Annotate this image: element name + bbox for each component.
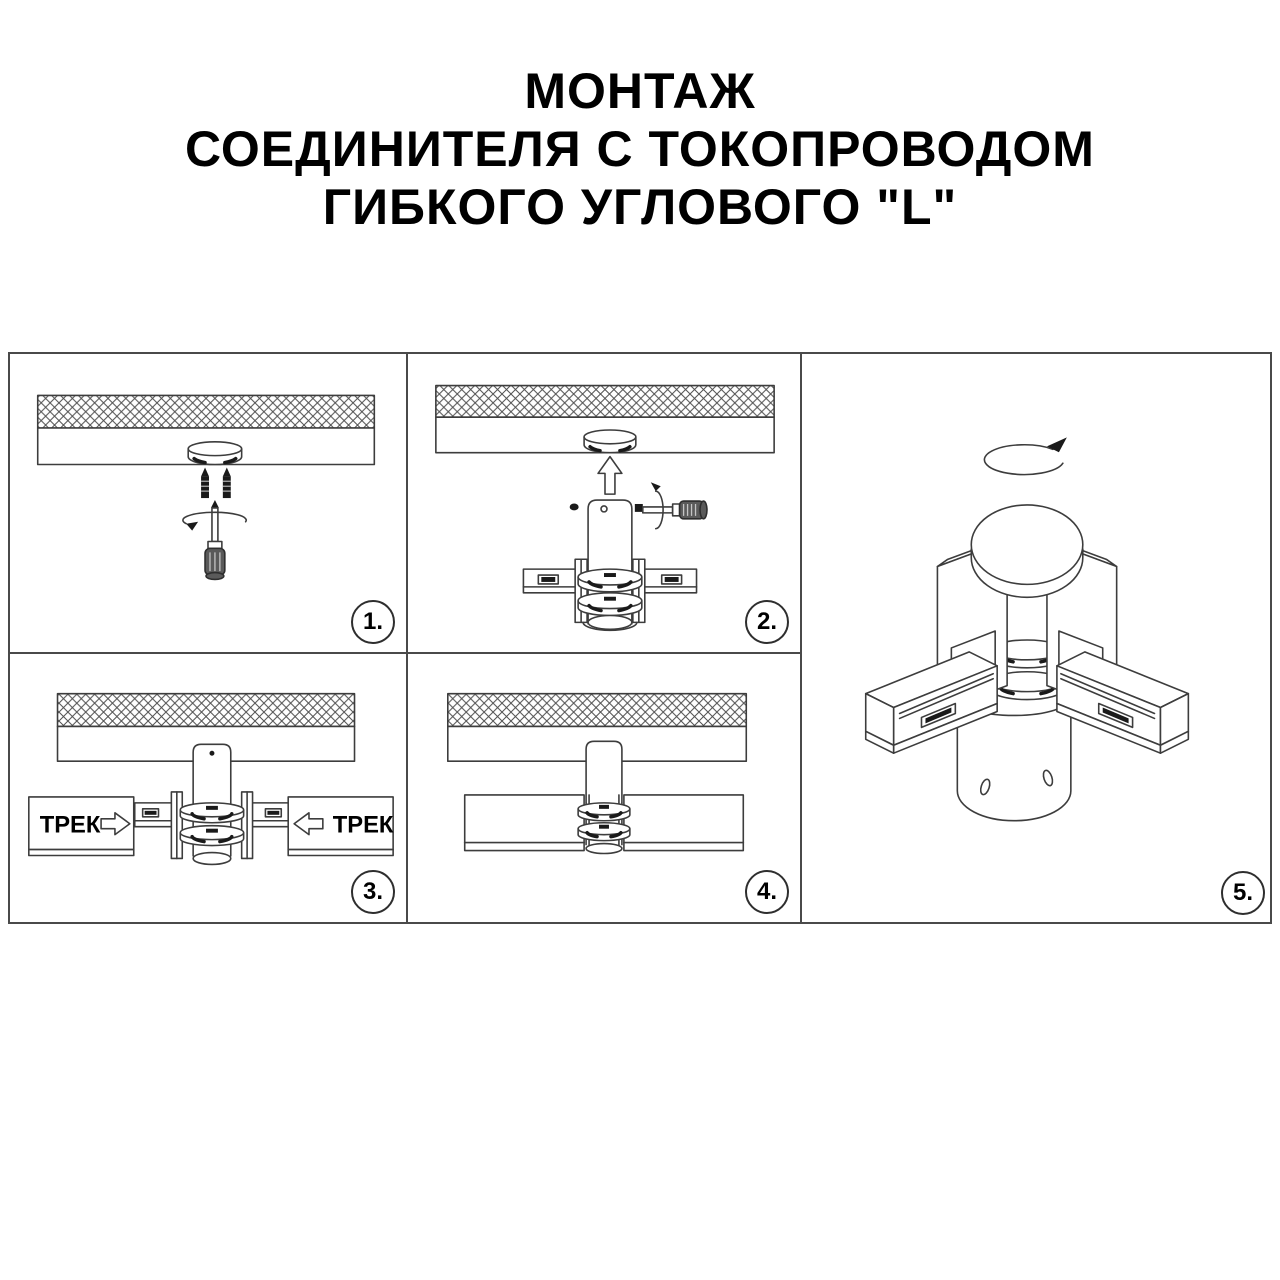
contact-ring-icon — [180, 803, 243, 823]
track-rail-left — [523, 569, 579, 593]
step-5-illustration — [802, 354, 1270, 922]
connector-bottom-icon — [193, 853, 231, 865]
step-panel-1 — [8, 352, 408, 654]
step-number: 1. — [362, 608, 383, 635]
track-block-right — [624, 795, 743, 851]
top-disc-icon — [971, 505, 1083, 597]
screwdriver-icon — [635, 482, 707, 528]
step-2-illustration — [408, 354, 800, 652]
screw-icon — [570, 503, 579, 510]
title-line-1: МОНТАЖ — [524, 63, 756, 119]
contact-ring-icon — [180, 826, 243, 846]
track-rail-right — [641, 569, 697, 593]
contact-ring-icon — [578, 823, 630, 841]
step-3-illustration — [10, 654, 406, 922]
track-block-left — [465, 795, 584, 851]
track-rail-left — [135, 803, 173, 827]
rotation-arrow-icon — [984, 437, 1066, 474]
step-number-badge-5 — [1221, 871, 1265, 915]
title-line-3: ГИБКОГО УГЛОВОГО "L" — [322, 179, 958, 235]
step-number-badge-3 — [351, 870, 395, 914]
step-number: 4. — [756, 878, 777, 905]
step-number-badge-2 — [745, 600, 789, 644]
track-block-right — [288, 797, 394, 856]
step-panel-3 — [8, 654, 408, 924]
step-panel-2 — [408, 352, 802, 654]
connector-bottom-icon — [586, 844, 622, 854]
up-arrow-icon — [598, 457, 622, 494]
step-4-illustration — [408, 654, 800, 922]
contact-ring-icon — [578, 569, 642, 592]
contact-ring-icon — [578, 593, 642, 616]
mount-plate-icon — [584, 430, 636, 453]
track-label-left: ТРЕК — [39, 811, 101, 839]
contact-ring-icon — [578, 803, 630, 821]
step-number: 5. — [1232, 879, 1253, 906]
track-box-right — [1057, 652, 1188, 753]
step-number: 2. — [756, 608, 777, 635]
step-1-illustration — [10, 354, 406, 652]
step-number: 3. — [362, 878, 383, 905]
title-line-2: СОЕДИНИТЕЛЯ С ТОКОПРОВОДОМ — [185, 121, 1095, 177]
step-number-badge-4 — [745, 870, 789, 914]
track-label-right: ТРЕК — [332, 811, 394, 839]
screw-icon — [201, 467, 209, 498]
step-panel-4 — [408, 654, 802, 924]
track-rail-right — [252, 803, 290, 827]
track-block-left — [29, 797, 134, 856]
step-panel-5 — [802, 352, 1272, 924]
step-number-badge-1 — [351, 600, 395, 644]
screwdriver-icon — [183, 500, 246, 579]
mount-plate-icon — [188, 442, 241, 465]
page-title — [0, 62, 1280, 236]
screw-icon — [223, 467, 231, 498]
